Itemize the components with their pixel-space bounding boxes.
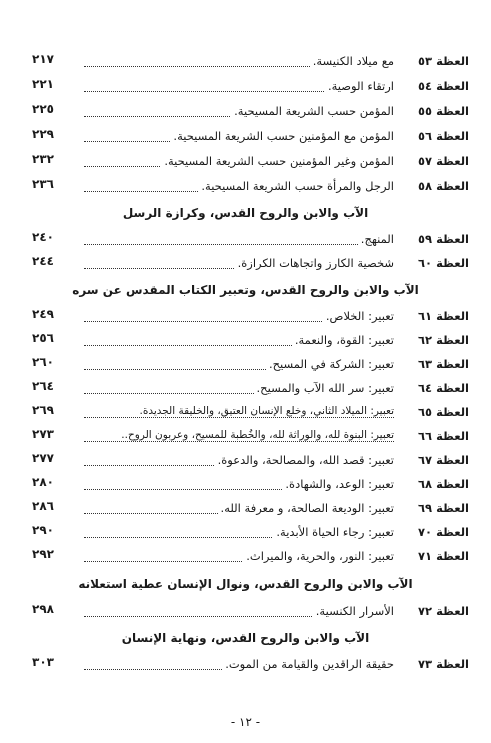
dot-leader bbox=[84, 417, 394, 418]
toc-entry bbox=[0, 499, 491, 521]
page-number: ٢٢٥ bbox=[32, 102, 54, 116]
toc-entry bbox=[0, 427, 491, 449]
sermon-number: العظة ٦٩ bbox=[418, 501, 469, 515]
entry-title: تعبير: النور، والحرية، والميراث. bbox=[243, 549, 394, 563]
toc-entry bbox=[0, 127, 491, 149]
page-number: ٢٦٩ bbox=[32, 403, 54, 417]
sermon-number: العظة ٥٤ bbox=[418, 79, 469, 93]
toc-entry bbox=[0, 307, 491, 329]
page-number: ٢٨٠ bbox=[32, 475, 54, 489]
toc-entry bbox=[0, 602, 491, 624]
toc-entry bbox=[0, 152, 491, 174]
sermon-number: العظة ٦٨ bbox=[418, 477, 469, 491]
sermon-number: العظة ٦٧ bbox=[418, 453, 469, 467]
page-number: ٢٣٦ bbox=[32, 177, 54, 191]
entry-title: تعبير: الوعد، والشهادة. bbox=[282, 477, 394, 491]
entry-title: تعبير: الخلاص. bbox=[323, 309, 394, 323]
entry-title: حقيقة الراقدين والقيامة من الموت. bbox=[222, 657, 394, 671]
page-number: ٢٤٩ bbox=[32, 307, 54, 321]
sermon-number: العظة ٥٨ bbox=[418, 179, 469, 193]
sermon-number: العظة ٧٣ bbox=[418, 657, 469, 671]
page-number: ٢٢١ bbox=[32, 77, 54, 91]
entry-title: المؤمن وغير المؤمنين حسب الشريعة المسيحية. bbox=[161, 154, 394, 168]
entry-title: الأسرار الكنسية. bbox=[313, 604, 394, 618]
toc-entry bbox=[0, 355, 491, 377]
sermon-number: العظة ٦٤ bbox=[418, 381, 469, 395]
page-number: ٢٤٤ bbox=[32, 254, 54, 268]
page-number: ٢٥٦ bbox=[32, 331, 54, 345]
sermon-number: العظة ٥٧ bbox=[418, 154, 469, 168]
page-number: ٢٩٠ bbox=[32, 523, 54, 537]
entry-title: تعبير: الوديعة الصالحة، و معرفة الله. bbox=[218, 501, 394, 515]
entry-title: تعبير: رجاء الحياة الأبدية. bbox=[273, 525, 394, 539]
entry-title: الرجل والمرأة حسب الشريعة المسيحية. bbox=[198, 179, 394, 193]
page-number: ٢٨٦ bbox=[32, 499, 54, 513]
sermon-number: العظة ٥٦ bbox=[418, 129, 469, 143]
toc-entry bbox=[0, 77, 491, 99]
dot-leader bbox=[84, 441, 394, 442]
section-heading: الآب والابن والروح القدس، وكرازة الرسل bbox=[122, 206, 369, 220]
entry-title: المنهج. bbox=[358, 232, 394, 246]
page-number: ٢٦٠ bbox=[32, 355, 54, 369]
section-heading: الآب والابن والروح القدس، ونهاية الإنسان bbox=[121, 631, 370, 645]
entry-title: تعبير: قصد الله، والمصالحة، والدعوة. bbox=[215, 453, 394, 467]
page-number: ٢٩٨ bbox=[32, 602, 54, 616]
sermon-number: العظة ٦٥ bbox=[418, 405, 469, 419]
sermon-number: العظة ٦١ bbox=[418, 309, 469, 323]
toc-entry bbox=[0, 254, 491, 276]
page-footer-number: - ١٢ - bbox=[230, 715, 261, 729]
page-number: ٣٠٣ bbox=[32, 655, 54, 669]
toc-entry bbox=[0, 177, 491, 199]
page-number: ٢٣٢ bbox=[32, 152, 54, 166]
section-heading: الآب والابن والروح القدس، ونوال الإنسان عطية استعلانه bbox=[78, 577, 413, 591]
sermon-number: العظة ٦٢ bbox=[418, 333, 469, 347]
entry-title: ارتقاء الوصية. bbox=[325, 79, 394, 93]
sermon-number: العظة ٥٩ bbox=[418, 232, 469, 246]
toc-entry bbox=[0, 379, 491, 401]
entry-title: تعبير: سر الله الآب والمسيح. bbox=[254, 381, 394, 395]
sermon-number: العظة ٧١ bbox=[418, 549, 469, 563]
sermon-number: العظة ٦٣ bbox=[418, 357, 469, 371]
section-heading: الآب والابن والروح القدس، وتعبير الكتاب المقدس عن سره bbox=[72, 283, 419, 297]
toc-entry bbox=[0, 523, 491, 545]
toc-entry bbox=[0, 230, 491, 252]
page-number: ٢٤٠ bbox=[32, 230, 54, 244]
sermon-number: العظة ٦٠ bbox=[418, 256, 469, 270]
entry-title: تعبير: القوة، والنعمة. bbox=[292, 333, 394, 347]
sermon-number: العظة ٥٥ bbox=[418, 104, 469, 118]
sermon-number: العظة ٧٢ bbox=[418, 604, 469, 618]
sermon-number: العظة ٥٣ bbox=[418, 54, 469, 68]
page-number: ٢٧٣ bbox=[32, 427, 54, 441]
toc-entry bbox=[0, 403, 491, 425]
sermon-number: العظة ٧٠ bbox=[418, 525, 469, 539]
toc-entry bbox=[0, 655, 491, 677]
entry-title: تعبير: الميلاد الثاني، وخلع الإنسان العتيق، والخليقة الجديدة. bbox=[137, 405, 395, 417]
entry-title: شخصية الكارز واتجاهات الكرازة. bbox=[235, 256, 394, 270]
entry-title: تعبير: البنوة لله، والوراثة لله، والخُطبة للمسيح، وعربون الروح.. bbox=[118, 429, 394, 441]
page-number: ٢٦٤ bbox=[32, 379, 54, 393]
toc-entry bbox=[0, 547, 491, 569]
entry-title: المؤمن مع المؤمنين حسب الشريعة المسيحية. bbox=[170, 129, 394, 143]
toc-entry bbox=[0, 475, 491, 497]
dot-leader bbox=[84, 244, 394, 245]
entry-title: المؤمن حسب الشريعة المسيحية. bbox=[231, 104, 394, 118]
page-number: ٢٧٧ bbox=[32, 451, 54, 465]
toc-entry bbox=[0, 52, 491, 74]
entry-title: تعبير: الشركة في المسيح. bbox=[266, 357, 394, 371]
page-number: ٢٩٢ bbox=[32, 547, 54, 561]
toc-entry bbox=[0, 331, 491, 353]
sermon-number: العظة ٦٦ bbox=[418, 429, 469, 443]
page-number: ٢٢٩ bbox=[32, 127, 54, 141]
toc-entry bbox=[0, 451, 491, 473]
entry-title: مع ميلاد الكنيسة. bbox=[310, 54, 394, 68]
page-number: ٢١٧ bbox=[32, 52, 54, 66]
toc-entry bbox=[0, 102, 491, 124]
